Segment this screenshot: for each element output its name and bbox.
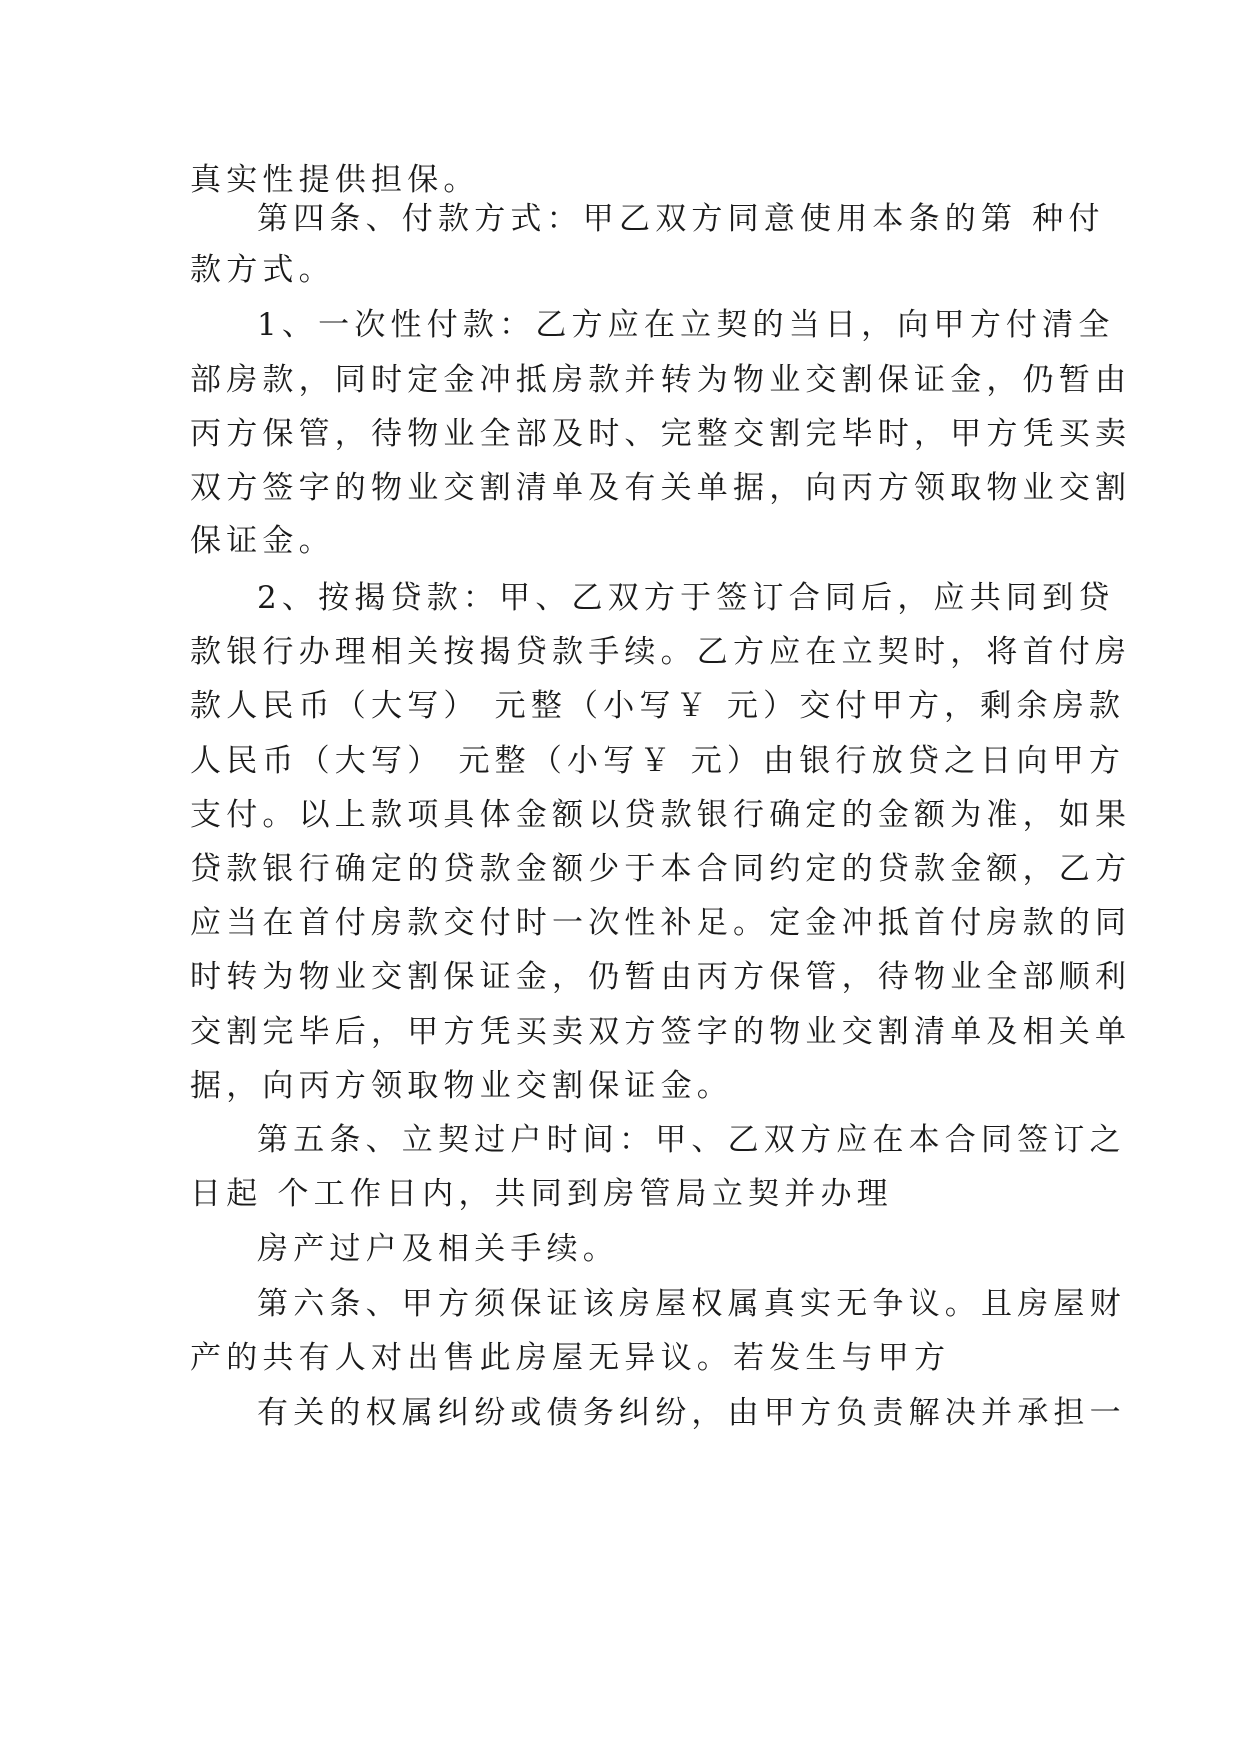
text-line: 款人民币（大写） 元整（小写￥ 元）交付甲方，剩余房款 [190,688,1126,724]
text-line: 第五条、立契过户时间：甲、乙双方应在本合同签订之 [257,1122,1126,1158]
text-line: 1、一次性付款：乙方应在立契的当日，向甲方付清全 [257,307,1115,343]
text-line: 交割完毕后，甲方凭买卖双方签字的物业交割清单及相关单 [190,1014,1132,1050]
text-line: 产的共有人对出售此房屋无异议。若发生与甲方 [190,1340,951,1376]
text-line: 据，向丙方领取物业交割保证金。 [190,1068,733,1104]
text-line: 支付。以上款项具体金额以贷款银行确定的金额为准，如果 [190,797,1132,833]
text-line: 真实性提供担保。 [190,162,480,198]
text-line: 款方式。 [190,252,335,288]
text-line: 双方签字的物业交割清单及有关单据，向丙方领取物业交割 [190,470,1132,506]
text-line: 房产过户及相关手续。 [257,1231,619,1267]
text-line: 2、按揭贷款：甲、乙双方于签订合同后，应共同到贷 [257,580,1115,616]
text-line: 第四条、付款方式：甲乙双方同意使用本条的第 种付 [257,201,1105,237]
text-line: 贷款银行确定的贷款金额少于本合同约定的贷款金额，乙方 [190,851,1132,887]
text-line: 第六条、甲方须保证该房屋权属真实无争议。且房屋财 [257,1286,1126,1322]
text-line: 日起 个工作日内，共同到房管局立契并办理 [190,1176,893,1212]
text-line: 丙方保管，待物业全部及时、完整交割完毕时，甲方凭买卖 [190,416,1132,452]
text-line: 保证金。 [190,523,335,559]
text-line: 有关的权属纠纷或债务纠纷，由甲方负责解决并承担一 [257,1395,1126,1431]
text-line: 人民币（大写） 元整（小写￥ 元）由银行放贷之日向甲方 [190,743,1126,779]
text-line: 部房款，同时定金冲抵房款并转为物业交割保证金，仍暂由 [190,362,1132,398]
text-line: 应当在首付房款交付时一次性补足。定金冲抵首付房款的同 [190,905,1132,941]
text-line: 款银行办理相关按揭贷款手续。乙方应在立契时，将首付房 [190,634,1132,670]
text-line: 时转为物业交割保证金，仍暂由丙方保管，待物业全部顺利 [190,959,1132,995]
